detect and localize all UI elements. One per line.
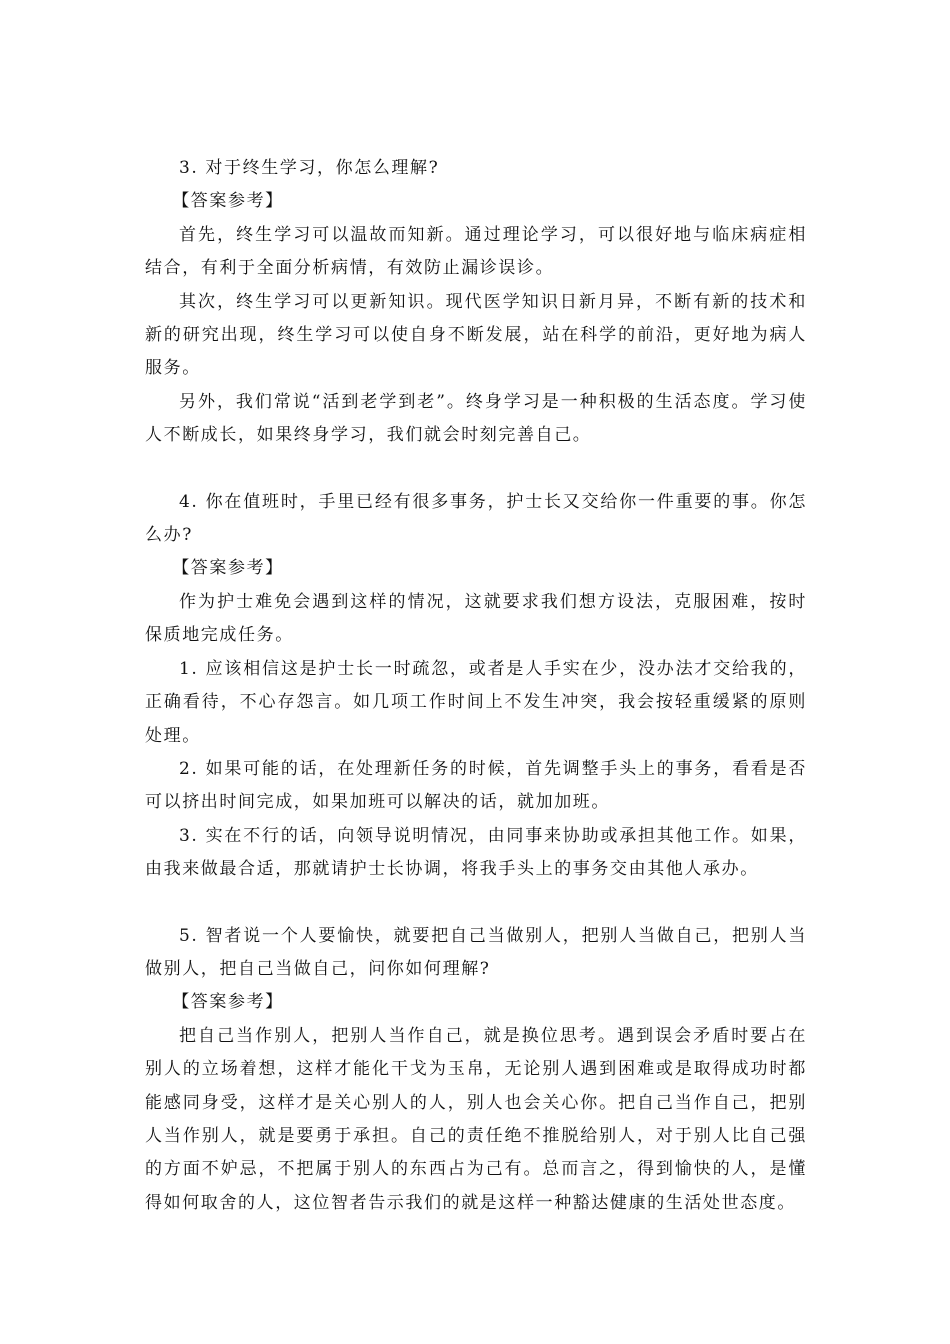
section-spacer [145, 453, 807, 486]
question-3: 3. 对于终生学习，你怎么理解? [179, 158, 440, 178]
answer-paragraph: 把自己当作别人，把别人当作自己，就是换位思考。遇到误会矛盾时要占在别人的立场着想，这样才能化干戈为玉帛，无论别人遇到困难或是取得成功时都能感同身受，这样才是关心别人的人，别人也会关心你。把自己当作自己，把别人当作别人，就是要勇于承担。自己的责任绝不推脱给别人，对于别人比自己强的方面不妒忌，不把属于别人的东西占为己有。总而言之，得到愉快的人，是懂得如何取舍的人，这位智者告示我们的就是这样一种豁达健康的生活处世态度。 [145, 1025, 807, 1213]
document-body [145, 152, 807, 1220]
answer-paragraph: 2. 如果可能的话，在处理新任务的时候，首先调整手头上的事务，看看是否可以挤出时间完成，如果加班可以解决的话，就加加班。 [145, 758, 807, 813]
answer-label-4: 【答案参考】 [172, 558, 284, 579]
answer-paragraph: 其次，终生学习可以更新知识。现代医学知识日新月异，不断有新的技术和新的研究出现，终生学习可以使自身不断发展，站在科学的前沿，更好地为病人服务。 [145, 291, 807, 379]
answer-label-3: 【答案参考】 [172, 191, 284, 212]
section-spacer [145, 887, 807, 920]
qa-section-3 [145, 152, 807, 453]
answer-paragraph: 1. 应该相信这是护士长一时疏忽，或者是人手实在少，没办法才交给我的，正确看待，不心存怨言。如几项工作时间上不发生冲突，我会按轻重缓紧的原则处理。 [145, 658, 807, 746]
answer-paragraph: 3. 实在不行的话，向领导说明情况，由同事来协助或承担其他工作。如果，由我来做最合适，那就请护士长协调，将我手头上的事务交由其他人承办。 [145, 825, 807, 880]
question-5: 5. 智者说一个人要愉快，就要把自己当做别人，把别人当做自己，把别人当做别人，把自己当做自己，问你如何理解? [145, 925, 807, 979]
question-4: 4. 你在值班时，手里已经有很多事务，护士长又交给你一件重要的事。你怎么办? [145, 491, 807, 546]
answer-paragraph: 作为护士难免会遇到这样的情况，这就要求我们想方设法，克服困难，按时保质地完成任务。 [145, 591, 807, 646]
answer-label-5: 【答案参考】 [172, 992, 284, 1013]
qa-section-4 [145, 486, 807, 887]
qa-section-5 [145, 920, 807, 1221]
answer-paragraph: 首先，终生学习可以温故而知新。通过理论学习，可以很好地与临床病症相结合，有利于全面分析病情，有效防止漏诊误诊。 [145, 224, 807, 279]
answer-paragraph: 另外，我们常说“活到老学到老”。终身学习是一种积极的生活态度。学习使人不断成长，如果终身学习，我们就会时刻完善自己。 [145, 391, 807, 446]
